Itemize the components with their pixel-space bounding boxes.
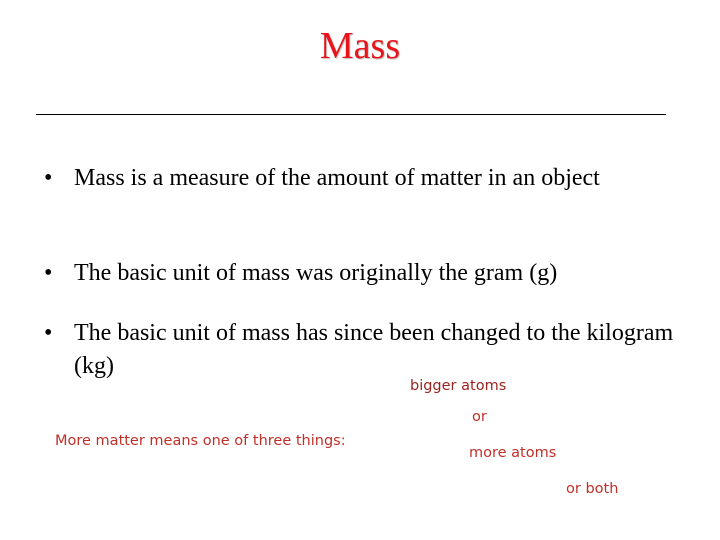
bullet-text: The basic unit of mass has since been changed to the kilogram (kg): [74, 320, 674, 379]
bullet-marker: •: [44, 260, 53, 286]
bullet-item: [44, 317, 714, 383]
bullet-text: Mass is a measure of the amount of matter in an object: [74, 165, 600, 191]
note-or: or: [472, 409, 487, 425]
note-or-both: or both: [566, 481, 619, 497]
bullet-text: The basic unit of mass was originally the gram (g): [74, 260, 558, 286]
title-divider: [36, 114, 666, 115]
slide-title: Mass: [319, 25, 401, 67]
note-more-matter: More matter means one of three things:: [55, 433, 346, 449]
bullet-marker: •: [44, 165, 53, 191]
bullet-item: [44, 162, 714, 195]
note-bigger-atoms: bigger atoms: [410, 378, 507, 394]
bullet-item: [44, 257, 714, 290]
bullet-marker: •: [44, 320, 53, 346]
note-more-atoms: more atoms: [469, 445, 557, 461]
